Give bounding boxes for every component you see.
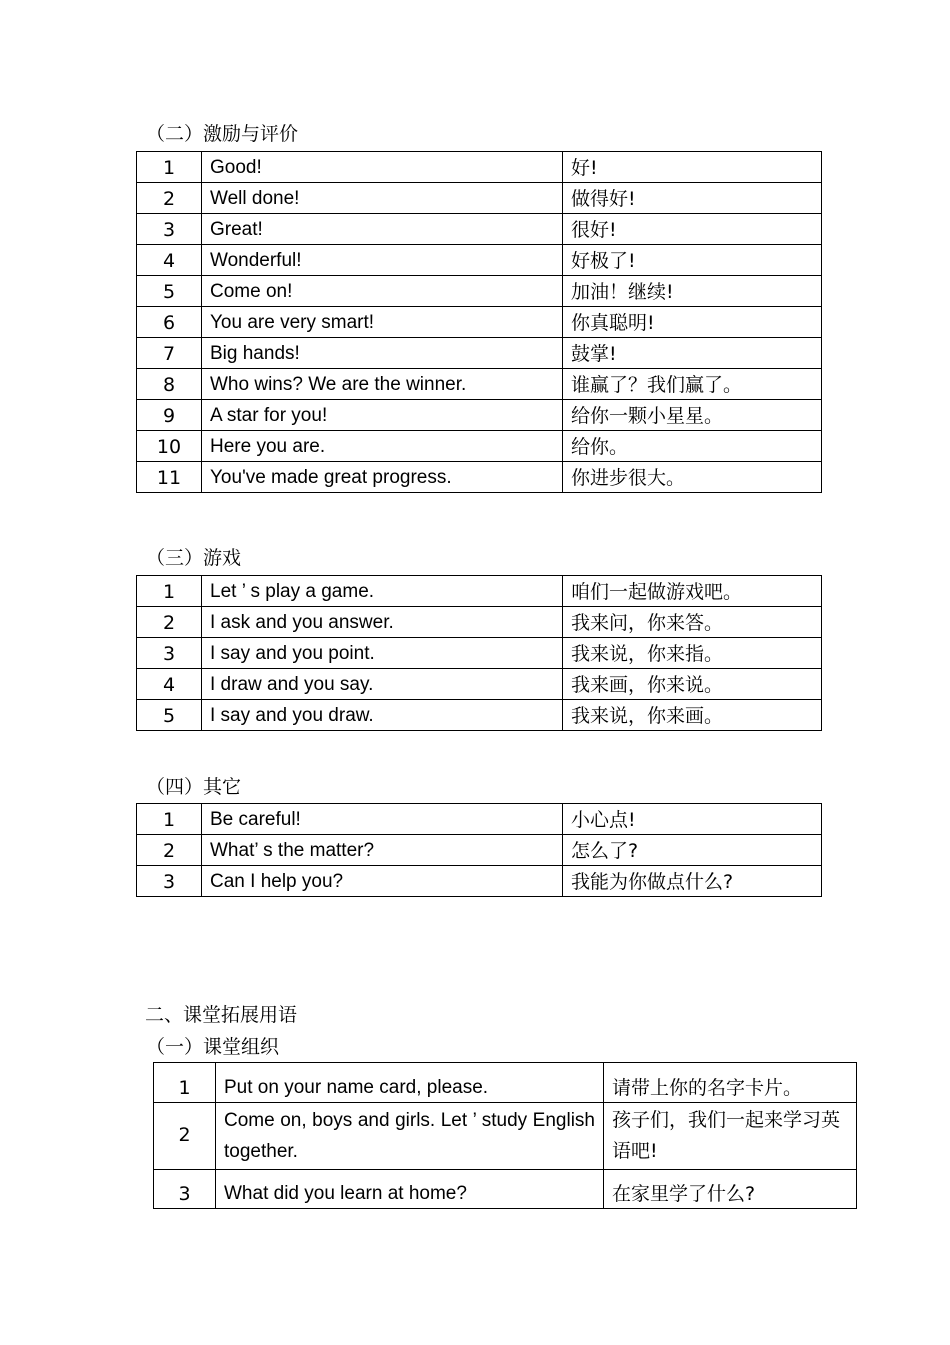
- table-row: [137, 183, 822, 214]
- chinese-translation: 在家里学了什么?: [604, 1170, 857, 1209]
- encouragement-table: [136, 151, 822, 493]
- chinese-translation: 做得好!: [563, 183, 822, 214]
- row-number: 3: [137, 638, 202, 669]
- english-phrase: I draw and you say.: [202, 669, 563, 700]
- section-heading-games: （三）游戏: [146, 547, 242, 569]
- chinese-translation: 咱们一起做游戏吧。: [563, 576, 822, 607]
- row-number: 1: [137, 576, 202, 607]
- others-table: [136, 803, 822, 897]
- english-phrase: Here you are.: [202, 431, 563, 462]
- chinese-translation: 好极了!: [563, 245, 822, 276]
- table-row: [137, 245, 822, 276]
- english-phrase: Be careful!: [202, 804, 563, 835]
- row-number: 2: [137, 183, 202, 214]
- english-phrase: Great!: [202, 214, 563, 245]
- english-phrase: Come on!: [202, 276, 563, 307]
- english-phrase: I say and you point.: [202, 638, 563, 669]
- row-number: 11: [137, 462, 202, 493]
- english-phrase: Who wins? We are the winner.: [202, 369, 563, 400]
- table-row: [137, 669, 822, 700]
- chinese-translation: 你真聪明!: [563, 307, 822, 338]
- table-row: [154, 1170, 857, 1209]
- row-number: 1: [137, 804, 202, 835]
- row-number: 7: [137, 338, 202, 369]
- chinese-translation: 好!: [563, 152, 822, 183]
- table-row: [137, 400, 822, 431]
- english-phrase: You've made great progress.: [202, 462, 563, 493]
- english-phrase: Let ’ s play a game.: [202, 576, 563, 607]
- table-row: [137, 607, 822, 638]
- table-row: [137, 307, 822, 338]
- table-row: [137, 462, 822, 493]
- chinese-translation: 谁赢了？我们赢了。: [563, 369, 822, 400]
- table-row: [137, 431, 822, 462]
- chinese-translation: 我来画，你来说。: [563, 669, 822, 700]
- table-row: [154, 1063, 857, 1103]
- chinese-translation: 请带上你的名字卡片。: [604, 1063, 857, 1103]
- row-number: 3: [137, 866, 202, 897]
- row-number: 4: [137, 245, 202, 276]
- row-number: 3: [154, 1170, 216, 1209]
- english-phrase: I ask and you answer.: [202, 607, 563, 638]
- row-number: 8: [137, 369, 202, 400]
- table-row: [137, 804, 822, 835]
- chinese-translation: 我来说，你来指。: [563, 638, 822, 669]
- english-phrase: I say and you draw.: [202, 700, 563, 731]
- chinese-translation: 给你一颗小星星。: [563, 400, 822, 431]
- row-number: 2: [154, 1103, 216, 1170]
- table-row: [137, 369, 822, 400]
- row-number: 9: [137, 400, 202, 431]
- table-row: [137, 276, 822, 307]
- chinese-translation: 怎么了?: [563, 835, 822, 866]
- part-heading-classroom-extension: 二、课堂拓展用语: [145, 1004, 298, 1026]
- english-phrase: Wonderful!: [202, 245, 563, 276]
- chinese-translation: 你进步很大。: [563, 462, 822, 493]
- english-phrase: Big hands!: [202, 338, 563, 369]
- chinese-translation: 我来说，你来画。: [563, 700, 822, 731]
- section-heading-classroom-organization: （一）课堂组织: [146, 1036, 280, 1058]
- table-row: [137, 338, 822, 369]
- english-phrase: What’ s the matter?: [202, 835, 563, 866]
- chinese-translation: 给你。: [563, 431, 822, 462]
- row-number: 1: [137, 152, 202, 183]
- table-row: [137, 835, 822, 866]
- table-row: [137, 152, 822, 183]
- english-phrase: A star for you!: [202, 400, 563, 431]
- english-phrase: Good!: [202, 152, 563, 183]
- row-number: 5: [137, 700, 202, 731]
- section-heading-others: （四）其它: [146, 776, 242, 798]
- row-number: 5: [137, 276, 202, 307]
- table-row: [137, 214, 822, 245]
- table-row: [137, 700, 822, 731]
- table-row: [137, 576, 822, 607]
- games-table: [136, 575, 822, 731]
- row-number: 10: [137, 431, 202, 462]
- english-phrase: Well done!: [202, 183, 563, 214]
- english-phrase: You are very smart!: [202, 307, 563, 338]
- table-row: [154, 1103, 857, 1170]
- table-row: [137, 866, 822, 897]
- row-number: 1: [154, 1063, 216, 1103]
- section-heading-encouragement: （二）激励与评价: [146, 123, 299, 145]
- chinese-translation: 我能为你做点什么?: [563, 866, 822, 897]
- row-number: 2: [137, 607, 202, 638]
- chinese-translation: 小心点!: [563, 804, 822, 835]
- english-phrase: Can I help you?: [202, 866, 563, 897]
- chinese-translation: 我来问，你来答。: [563, 607, 822, 638]
- row-number: 3: [137, 214, 202, 245]
- chinese-translation: 孩子们，我们一起来学习英语吧!: [604, 1103, 857, 1170]
- english-phrase: Put on your name card, please.: [216, 1063, 604, 1103]
- table-row: [137, 638, 822, 669]
- classroom-organization-table: [153, 1062, 857, 1209]
- chinese-translation: 加油！继续!: [563, 276, 822, 307]
- row-number: 2: [137, 835, 202, 866]
- row-number: 6: [137, 307, 202, 338]
- english-phrase: What did you learn at home?: [216, 1170, 604, 1209]
- chinese-translation: 很好!: [563, 214, 822, 245]
- english-phrase: Come on, boys and girls. Let ’ study English together.: [216, 1103, 604, 1170]
- chinese-translation: 鼓掌!: [563, 338, 822, 369]
- row-number: 4: [137, 669, 202, 700]
